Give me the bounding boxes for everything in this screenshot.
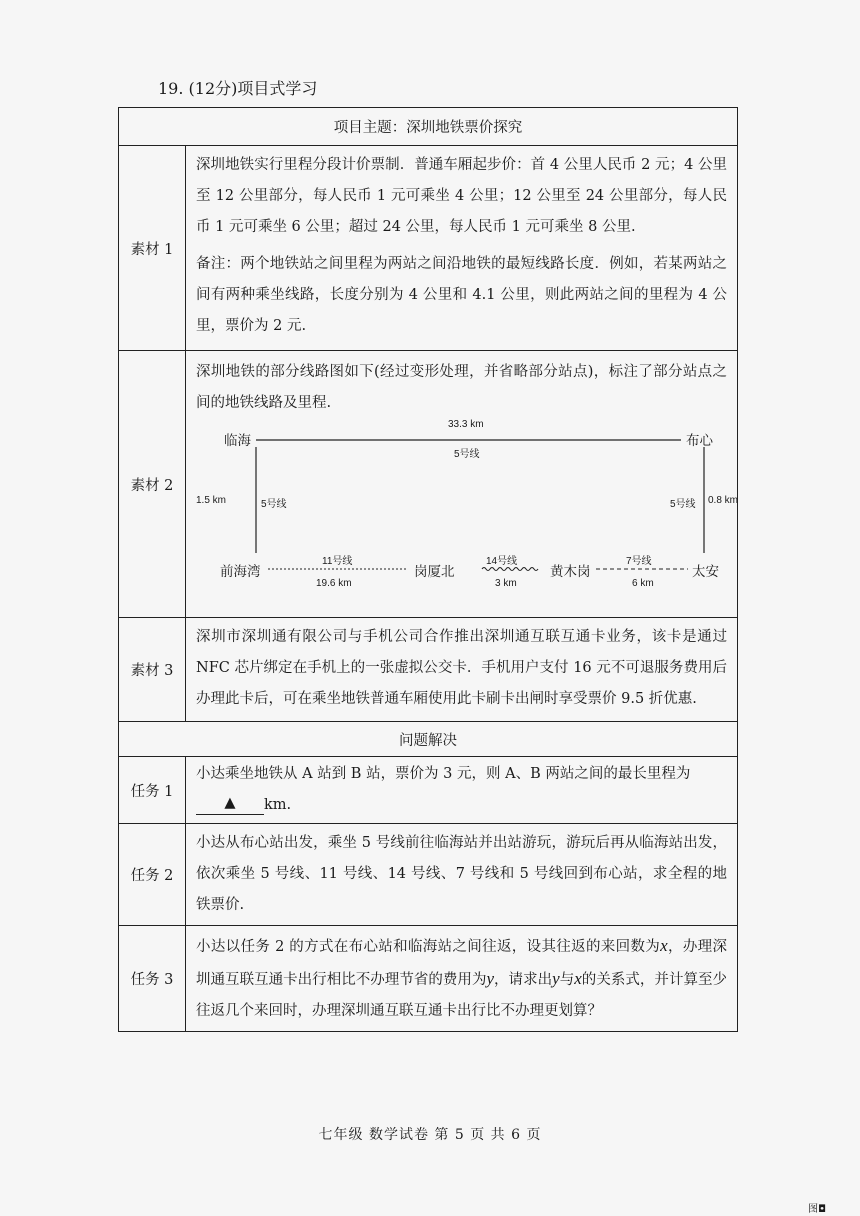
material2-label: 素材 2 xyxy=(119,351,186,618)
variable-x: x xyxy=(660,936,668,955)
segment-distance: 6 km xyxy=(632,578,654,589)
material1-content xyxy=(186,146,738,351)
table-row xyxy=(119,824,738,926)
project-title: 项目主题：深圳地铁票价探究 xyxy=(119,108,738,146)
material2-intro: 深圳地铁的部分线路图如下(经过变形处理，并省略部分站点)，标注了部分站点之间的地铁线路及里程. xyxy=(196,364,727,411)
station-taian: 太安 xyxy=(692,564,719,580)
table-row xyxy=(119,146,738,351)
task3-text-part: ，办理深圳通互联互通卡出行相比不办理节省的费用为 xyxy=(196,939,727,988)
table-row xyxy=(119,757,738,824)
task2-label: 任务 2 xyxy=(119,824,186,926)
table-row xyxy=(119,351,738,618)
material3-content xyxy=(186,618,738,722)
segment-line: 5号线 xyxy=(454,449,480,460)
station-buxin: 布心 xyxy=(686,433,713,449)
table-row xyxy=(119,722,738,757)
task1-content xyxy=(186,757,738,824)
segment-line: 5号线 xyxy=(670,499,696,510)
station-linhai: 临海 xyxy=(224,433,251,449)
segment-line: 5号线 xyxy=(261,499,287,510)
task1-label: 任务 1 xyxy=(119,757,186,824)
metro-map xyxy=(186,419,739,611)
segment-line: 14号线 xyxy=(486,556,518,567)
question-heading: 19. (12分)项目式学习 xyxy=(158,79,318,98)
task1-text: 小达乘坐地铁从 A 站到 B 站，票价为 3 元，则 A、B 两站之间的最长里程为 xyxy=(196,766,691,782)
table-row xyxy=(119,108,738,146)
task3-text-part: ，请求出 xyxy=(494,972,553,988)
station-qianhaiwan: 前海湾 xyxy=(220,564,261,580)
table-row xyxy=(119,618,738,722)
task3-content xyxy=(186,926,738,1032)
project-table xyxy=(118,107,738,1032)
material1-label: 素材 1 xyxy=(119,146,186,351)
problem-header: 问题解决 xyxy=(119,722,738,757)
station-gangxiabei: 岗厦北 xyxy=(414,564,455,580)
task2-text: 小达从布心站出发，乘坐 5 号线前往临海站并出站游玩，游玩后再从临海站出发，依次乘坐 5 号线、11 号线、14 号线、7 号线和 5 号线回到布心站，求全程的地铁票价. xyxy=(196,835,727,913)
table-row xyxy=(119,926,738,1032)
material2-content xyxy=(186,351,738,618)
material1-para1: 深圳地铁实行里程分段计价票制．普通车厢起步价：首 4 公里人民币 2 元；4 公里至 12 公里部分，每人民币 1 元可乘坐 4 公里；12 公里至 24 公里部分，每人民币 1 元可乘坐 6 公里；超过 24 公里，每人民币 1 元可乘坐 8 公里. xyxy=(196,157,727,235)
segment-line: 7号线 xyxy=(626,556,652,567)
material3-text: 深圳市深圳通有限公司与手机公司合作推出深圳通互联互通卡业务，该卡是通过 NFC 芯片绑定在手机上的一张虚拟公交卡．手机用户支付 16 元不可退服务费用后办理此卡后，可在乘坐地铁普通车厢使用此卡刷卡出闸时享受票价 9.5 折优惠. xyxy=(196,629,727,707)
task2-content xyxy=(186,824,738,926)
page-footer: 七年级 数学试卷 第 5 页 共 6 页 xyxy=(318,1127,542,1143)
task3-text xyxy=(196,930,727,1027)
variable-y: y xyxy=(486,969,495,988)
variable-y: y xyxy=(552,969,560,988)
task1-unit: km. xyxy=(264,797,292,813)
segment-distance: 19.6 km xyxy=(316,578,352,589)
segment-distance: 33.3 km xyxy=(448,419,484,430)
material3-label: 素材 3 xyxy=(119,618,186,722)
segment-distance: 0.8 km xyxy=(708,495,739,506)
task3-text-part: 小达以任务 2 的方式在布心站和临海站之间往返，设其往返的来回数为 xyxy=(196,939,661,955)
material1-para2: 备注：两个地铁站之间里程为两站之间沿地铁的最短线路长度．例如，若某两站之间有两种乘坐线路，长度分别为 4 公里和 4.1 公里，则此两站之间的里程为 4 公里，票价为 2 元. xyxy=(196,256,727,334)
task3-text-part: 与 xyxy=(559,972,575,988)
variable-x: x xyxy=(574,969,582,988)
segment-line: 11号线 xyxy=(322,556,353,567)
task3-text-part: 的关系式，并计算至少往返几个来回时，办理深圳通互联互通卡出行比不办理更划算？ xyxy=(196,972,728,1019)
station-huangmugang: 黄木岗 xyxy=(550,564,591,580)
segment-distance: 1.5 km xyxy=(196,495,227,506)
task3-label: 任务 3 xyxy=(119,926,186,1032)
segment-distance: 3 km xyxy=(495,578,517,589)
corner-mark: 图◘ xyxy=(808,1204,826,1215)
answer-blank: ▲ xyxy=(196,792,264,815)
